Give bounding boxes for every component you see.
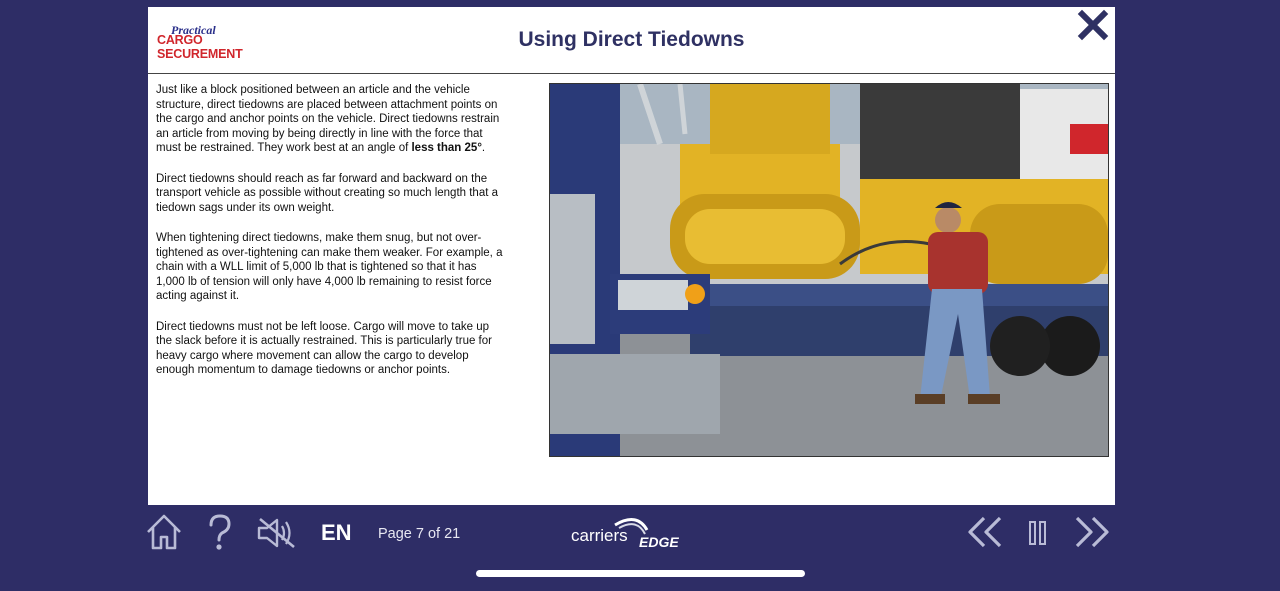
carriersedge-logo xyxy=(571,516,701,556)
paragraph-4: Direct tiedowns must not be left loose. Cargo will move to take up the slack before it is actually restrained. This is particularly true for heavy cargo where movement can allow the cargo to develop enough momentum to damage tiedowns or anchor points. xyxy=(156,320,492,376)
audio-button[interactable] xyxy=(256,516,298,550)
next-icon xyxy=(1073,515,1111,549)
logo-line1: Practical xyxy=(171,23,216,37)
next-button[interactable] xyxy=(1073,515,1111,549)
pause-icon xyxy=(1028,520,1048,546)
slide-panel xyxy=(148,7,1115,505)
bold-angle: less than 25° xyxy=(411,142,482,154)
brand-edge: EDGE xyxy=(639,534,679,550)
home-indicator[interactable] xyxy=(476,570,805,577)
help-button[interactable] xyxy=(206,513,234,551)
body-text xyxy=(156,83,508,394)
page-title: Using Direct Tiedowns xyxy=(518,28,745,51)
page-indicator: Page 7 of 21 xyxy=(378,526,461,542)
previous-icon xyxy=(966,515,1004,549)
logo-line2: CARGO SECUREMENT xyxy=(157,33,243,61)
previous-button[interactable] xyxy=(966,515,1004,549)
language-toggle[interactable]: EN xyxy=(321,520,352,545)
header-divider xyxy=(148,73,1115,74)
close-button[interactable] xyxy=(1075,7,1111,43)
paragraph-3: When tightening direct tiedowns, make them snug, but not over-tightened as over-tightening can make them weaker. For example, a chain with a WLL limit of 5,000 lb that is tightened so that it has 1,000 lb of tension will only have 4,000 lb remaining to resist force acting against it. xyxy=(156,232,503,302)
home-button[interactable] xyxy=(146,513,182,551)
truck-photo xyxy=(549,83,1109,457)
pause-button[interactable] xyxy=(1028,520,1048,546)
help-icon xyxy=(206,513,234,551)
brand-carriers: carriers xyxy=(571,526,628,545)
home-icon xyxy=(146,513,182,551)
paragraph-2: Direct tiedowns should reach as far forward and backward on the transport vehicle as possible without creating so much length that a tiedown sags under its own weight. xyxy=(156,172,498,214)
audio-muted-icon xyxy=(256,516,298,550)
paragraph-1: Just like a block positioned between an article and the vehicle structure, direct tiedowns are placed between attachment points on the cargo and anchor points on the vehicle. Direct tiedowns restrain an article from moving by being directly in line with the force that must be restrained. They work best at an angle of less than 25°. xyxy=(156,84,500,154)
close-icon xyxy=(1077,9,1109,41)
